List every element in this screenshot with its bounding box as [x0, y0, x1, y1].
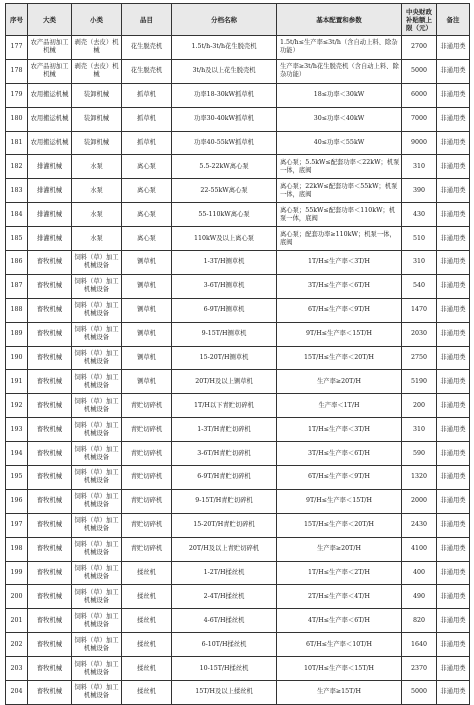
- table-row: [6, 633, 470, 657]
- cell-note: 非通用类: [437, 442, 470, 466]
- cell-grade-name: 3-6T/H青贮切碎机: [172, 442, 277, 466]
- cell-grade-name: 6-10T/H揉丝机: [172, 633, 277, 657]
- cell-category: 畜牧机械: [28, 633, 72, 657]
- table-row: [6, 322, 470, 346]
- cell-subcategory: 饲料（草）加工机械设备: [72, 561, 122, 585]
- cell-category: 畜牧机械: [28, 513, 72, 537]
- cell-subsidy: 4100: [402, 537, 437, 561]
- cell-subsidy: 2430: [402, 513, 437, 537]
- cell-item: 青贮切碎机: [122, 489, 172, 513]
- cell-subsidy: 390: [402, 179, 437, 203]
- cell-subsidy: 2030: [402, 322, 437, 346]
- cell-seq: 192: [6, 394, 28, 418]
- cell-note: 非通用类: [437, 466, 470, 490]
- cell-subsidy: 2700: [402, 36, 437, 60]
- table-header-row: [6, 4, 470, 36]
- table-row: [6, 131, 470, 155]
- header-subcategory: 小类: [72, 4, 122, 36]
- cell-item: 铡草机: [122, 370, 172, 394]
- cell-grade-name: 15-20T/H青贮切碎机: [172, 513, 277, 537]
- table-row: [6, 681, 470, 705]
- cell-note: 非通用类: [437, 370, 470, 394]
- cell-category: 畜牧机械: [28, 681, 72, 705]
- cell-subcategory: 饲料（草）加工机械设备: [72, 346, 122, 370]
- cell-category: 畜牧机械: [28, 561, 72, 585]
- cell-seq: 194: [6, 442, 28, 466]
- cell-item: 抓草机: [122, 131, 172, 155]
- cell-params: 15T/H≤生产率＜20T/H: [277, 513, 402, 537]
- cell-category: 畜牧机械: [28, 370, 72, 394]
- table-row: [6, 585, 470, 609]
- cell-category: 畜牧机械: [28, 489, 72, 513]
- cell-params: 1T/H≤生产率＜3T/H: [277, 251, 402, 275]
- cell-subcategory: 饲料（草）加工机械设备: [72, 657, 122, 681]
- header-item: 品目: [122, 4, 172, 36]
- cell-item: 花生脱壳机: [122, 59, 172, 83]
- cell-category: 排灌机械: [28, 179, 72, 203]
- cell-subsidy: 310: [402, 251, 437, 275]
- cell-note: 非通用类: [437, 489, 470, 513]
- table-row: [6, 513, 470, 537]
- cell-item: 青贮切碎机: [122, 394, 172, 418]
- cell-params: 6T/H≤生产率＜9T/H: [277, 298, 402, 322]
- cell-seq: 197: [6, 513, 28, 537]
- cell-seq: 196: [6, 489, 28, 513]
- cell-params: 6T/H≤生产率＜9T/H: [277, 466, 402, 490]
- cell-params: 生产率≥15T/H: [277, 681, 402, 705]
- table-row: [6, 537, 470, 561]
- cell-subcategory: 装卸机械: [72, 83, 122, 107]
- cell-category: 畜牧机械: [28, 251, 72, 275]
- cell-note: 非通用类: [437, 131, 470, 155]
- cell-subcategory: 水泵: [72, 227, 122, 251]
- cell-params: 2T/H≤生产率＜4T/H: [277, 585, 402, 609]
- cell-params: 生产率＜1T/H: [277, 394, 402, 418]
- cell-note: 非通用类: [437, 251, 470, 275]
- cell-seq: 200: [6, 585, 28, 609]
- cell-params: 1T/H≤生产率＜3T/H: [277, 418, 402, 442]
- cell-item: 抓草机: [122, 83, 172, 107]
- cell-category: 排灌机械: [28, 227, 72, 251]
- cell-seq: 178: [6, 59, 28, 83]
- cell-item: 铡草机: [122, 298, 172, 322]
- cell-note: 非通用类: [437, 227, 470, 251]
- subsidy-table: [5, 3, 470, 705]
- table-row: [6, 83, 470, 107]
- header-params: 基本配置和参数: [277, 4, 402, 36]
- table-row: [6, 394, 470, 418]
- cell-subsidy: 2000: [402, 489, 437, 513]
- cell-params: 离心泵；配套功率≥110kW；机泵一体，底阀: [277, 227, 402, 251]
- cell-item: 离心泵: [122, 227, 172, 251]
- cell-grade-name: 15-20T/H铡草机: [172, 346, 277, 370]
- cell-params: 40≤功率＜55kW: [277, 131, 402, 155]
- cell-subsidy: 2750: [402, 346, 437, 370]
- cell-params: 生产率≥3t/h花生脱壳机（含自动上料、除杂功能）: [277, 59, 402, 83]
- cell-params: 1.5t/h≤生产率≤3t/h（含自动上料、除杂功能）: [277, 36, 402, 60]
- cell-grade-name: 15T/H及以上揉丝机: [172, 681, 277, 705]
- cell-note: 非通用类: [437, 155, 470, 179]
- cell-category: 畜牧机械: [28, 346, 72, 370]
- cell-subsidy: 5000: [402, 59, 437, 83]
- cell-grade-name: 9-15T/H铡草机: [172, 322, 277, 346]
- cell-category: 畜牧机械: [28, 442, 72, 466]
- cell-grade-name: 3-6T/H铡草机: [172, 274, 277, 298]
- table-row: [6, 346, 470, 370]
- cell-params: 生产率≥20T/H: [277, 370, 402, 394]
- cell-subcategory: 饲料（草）加工机械设备: [72, 609, 122, 633]
- table-row: [6, 466, 470, 490]
- cell-grade-name: 3t/h及以上花生脱壳机: [172, 59, 277, 83]
- cell-subsidy: 6000: [402, 83, 437, 107]
- cell-note: 非通用类: [437, 36, 470, 60]
- table-row: [6, 274, 470, 298]
- cell-params: 15T/H≤生产率＜20T/H: [277, 346, 402, 370]
- cell-grade-name: 1T/H以下青贮切碎机: [172, 394, 277, 418]
- cell-grade-name: 1-3T/H铡草机: [172, 251, 277, 275]
- cell-note: 非通用类: [437, 179, 470, 203]
- cell-category: 排灌机械: [28, 155, 72, 179]
- cell-seq: 177: [6, 36, 28, 60]
- table-row: [6, 155, 470, 179]
- table-row: [6, 227, 470, 251]
- cell-subsidy: 5000: [402, 681, 437, 705]
- cell-item: 抓草机: [122, 107, 172, 131]
- cell-seq: 182: [6, 155, 28, 179]
- cell-grade-name: 9-15T/H青贮切碎机: [172, 489, 277, 513]
- cell-subcategory: 剥壳（去皮）机械: [72, 36, 122, 60]
- cell-subcategory: 饲料（草）加工机械设备: [72, 537, 122, 561]
- cell-subcategory: 饲料（草）加工机械设备: [72, 370, 122, 394]
- cell-category: 农用搬运机械: [28, 83, 72, 107]
- cell-category: 排灌机械: [28, 203, 72, 227]
- cell-category: 畜牧机械: [28, 466, 72, 490]
- cell-item: 揉丝机: [122, 609, 172, 633]
- cell-subsidy: 1320: [402, 466, 437, 490]
- table-row: [6, 561, 470, 585]
- cell-subcategory: 饲料（草）加工机械设备: [72, 513, 122, 537]
- cell-note: 非通用类: [437, 298, 470, 322]
- cell-item: 铡草机: [122, 346, 172, 370]
- cell-subcategory: 装卸机械: [72, 131, 122, 155]
- cell-seq: 185: [6, 227, 28, 251]
- table-body: [6, 36, 470, 705]
- cell-subcategory: 饲料（草）加工机械设备: [72, 298, 122, 322]
- header-seq: 序号: [6, 4, 28, 36]
- cell-params: 离心泵；22kW≤配套功率＜55kW；机泵一体，底阀: [277, 179, 402, 203]
- cell-seq: 189: [6, 322, 28, 346]
- cell-item: 揉丝机: [122, 657, 172, 681]
- cell-seq: 191: [6, 370, 28, 394]
- cell-note: 非通用类: [437, 59, 470, 83]
- cell-seq: 199: [6, 561, 28, 585]
- table-row: [6, 370, 470, 394]
- cell-grade-name: 20T/H及以上铡草机: [172, 370, 277, 394]
- cell-item: 花生脱壳机: [122, 36, 172, 60]
- cell-params: 1T/H≤生产率＜2T/H: [277, 561, 402, 585]
- header-subsidy: 中央财政补贴额上限（元）: [402, 4, 437, 36]
- table-row: [6, 251, 470, 275]
- cell-item: 铡草机: [122, 322, 172, 346]
- cell-subsidy: 9000: [402, 131, 437, 155]
- cell-note: 非通用类: [437, 394, 470, 418]
- cell-grade-name: 10-15T/H揉丝机: [172, 657, 277, 681]
- cell-item: 揉丝机: [122, 561, 172, 585]
- cell-note: 非通用类: [437, 633, 470, 657]
- cell-note: 非通用类: [437, 561, 470, 585]
- cell-subcategory: 饲料（草）加工机械设备: [72, 274, 122, 298]
- cell-grade-name: 功率40-55kW抓草机: [172, 131, 277, 155]
- header-grade-name: 分档名称: [172, 4, 277, 36]
- cell-subsidy: 400: [402, 561, 437, 585]
- cell-seq: 187: [6, 274, 28, 298]
- cell-subsidy: 590: [402, 442, 437, 466]
- cell-item: 铡草机: [122, 274, 172, 298]
- cell-item: 青贮切碎机: [122, 418, 172, 442]
- cell-subsidy: 540: [402, 274, 437, 298]
- cell-item: 揉丝机: [122, 681, 172, 705]
- cell-subsidy: 490: [402, 585, 437, 609]
- cell-params: 离心泵；55kW≤配套功率＜110kW；机泵一体，底阀: [277, 203, 402, 227]
- cell-note: 非通用类: [437, 537, 470, 561]
- cell-category: 农产品初加工机械: [28, 59, 72, 83]
- table-row: [6, 36, 470, 60]
- cell-category: 畜牧机械: [28, 322, 72, 346]
- cell-item: 青贮切碎机: [122, 466, 172, 490]
- cell-params: 生产率≥20T/H: [277, 537, 402, 561]
- cell-subcategory: 饲料（草）加工机械设备: [72, 442, 122, 466]
- cell-category: 畜牧机械: [28, 657, 72, 681]
- cell-note: 非通用类: [437, 107, 470, 131]
- table-row: [6, 179, 470, 203]
- table-row: [6, 609, 470, 633]
- table-row: [6, 203, 470, 227]
- cell-grade-name: 5.5-22kW离心泵: [172, 155, 277, 179]
- cell-note: 非通用类: [437, 203, 470, 227]
- cell-note: 非通用类: [437, 585, 470, 609]
- cell-params: 离心泵；5.5kW≤配套功率＜22kW；机泵一体，底阀: [277, 155, 402, 179]
- cell-params: 18≤功率＜30kW: [277, 83, 402, 107]
- cell-params: 3T/H≤生产率＜6T/H: [277, 442, 402, 466]
- cell-seq: 183: [6, 179, 28, 203]
- cell-subcategory: 饲料（草）加工机械设备: [72, 322, 122, 346]
- cell-category: 畜牧机械: [28, 537, 72, 561]
- cell-seq: 184: [6, 203, 28, 227]
- cell-grade-name: 22-55kW离心泵: [172, 179, 277, 203]
- cell-params: 30≤功率＜40kW: [277, 107, 402, 131]
- cell-seq: 186: [6, 251, 28, 275]
- cell-grade-name: 1-2T/H揉丝机: [172, 561, 277, 585]
- cell-subcategory: 饲料（草）加工机械设备: [72, 681, 122, 705]
- cell-grade-name: 1.5t/h-3t/h花生脱壳机: [172, 36, 277, 60]
- table-row: [6, 442, 470, 466]
- table-row: [6, 418, 470, 442]
- cell-seq: 188: [6, 298, 28, 322]
- cell-note: 非通用类: [437, 681, 470, 705]
- cell-category: 畜牧机械: [28, 298, 72, 322]
- cell-subcategory: 饲料（草）加工机械设备: [72, 251, 122, 275]
- cell-seq: 202: [6, 633, 28, 657]
- cell-category: 畜牧机械: [28, 394, 72, 418]
- cell-subcategory: 饲料（草）加工机械设备: [72, 585, 122, 609]
- cell-category: 畜牧机械: [28, 274, 72, 298]
- cell-item: 青贮切碎机: [122, 513, 172, 537]
- cell-seq: 181: [6, 131, 28, 155]
- table-row: [6, 298, 470, 322]
- cell-subcategory: 饲料（草）加工机械设备: [72, 394, 122, 418]
- cell-subcategory: 水泵: [72, 155, 122, 179]
- cell-note: 非通用类: [437, 609, 470, 633]
- cell-subcategory: 饲料（草）加工机械设备: [72, 418, 122, 442]
- cell-subsidy: 820: [402, 609, 437, 633]
- cell-grade-name: 1-3T/H青贮切碎机: [172, 418, 277, 442]
- cell-params: 10T/H≤生产率＜15T/H: [277, 657, 402, 681]
- cell-item: 揉丝机: [122, 633, 172, 657]
- cell-item: 离心泵: [122, 203, 172, 227]
- cell-category: 畜牧机械: [28, 418, 72, 442]
- cell-category: 畜牧机械: [28, 609, 72, 633]
- cell-seq: 193: [6, 418, 28, 442]
- cell-params: 3T/H≤生产率＜6T/H: [277, 274, 402, 298]
- cell-subsidy: 2370: [402, 657, 437, 681]
- cell-subsidy: 1640: [402, 633, 437, 657]
- cell-subcategory: 饲料（草）加工机械设备: [72, 489, 122, 513]
- cell-grade-name: 6-9T/H铡草机: [172, 298, 277, 322]
- cell-params: 4T/H≤生产率＜6T/H: [277, 609, 402, 633]
- table-row: [6, 107, 470, 131]
- cell-subsidy: 310: [402, 418, 437, 442]
- cell-subsidy: 5190: [402, 370, 437, 394]
- cell-note: 非通用类: [437, 346, 470, 370]
- cell-item: 离心泵: [122, 155, 172, 179]
- cell-subsidy: 430: [402, 203, 437, 227]
- cell-subcategory: 饲料（草）加工机械设备: [72, 633, 122, 657]
- cell-item: 离心泵: [122, 179, 172, 203]
- cell-grade-name: 55-110kW离心泵: [172, 203, 277, 227]
- cell-note: 非通用类: [437, 513, 470, 537]
- cell-subcategory: 水泵: [72, 203, 122, 227]
- cell-seq: 204: [6, 681, 28, 705]
- header-note: 备注: [437, 4, 470, 36]
- table-row: [6, 657, 470, 681]
- cell-params: 6T/H≤生产率＜10T/H: [277, 633, 402, 657]
- cell-params: 9T/H≤生产率＜15T/H: [277, 322, 402, 346]
- cell-note: 非通用类: [437, 418, 470, 442]
- cell-grade-name: 6-9T/H青贮切碎机: [172, 466, 277, 490]
- cell-item: 揉丝机: [122, 585, 172, 609]
- table-row: [6, 59, 470, 83]
- cell-item: 铡草机: [122, 251, 172, 275]
- cell-seq: 190: [6, 346, 28, 370]
- cell-grade-name: 功率18-30kW抓草机: [172, 83, 277, 107]
- cell-note: 非通用类: [437, 83, 470, 107]
- cell-category: 畜牧机械: [28, 585, 72, 609]
- cell-note: 非通用类: [437, 322, 470, 346]
- cell-subcategory: 水泵: [72, 179, 122, 203]
- cell-seq: 180: [6, 107, 28, 131]
- cell-grade-name: 110kW及以上离心泵: [172, 227, 277, 251]
- cell-note: 非通用类: [437, 274, 470, 298]
- cell-subsidy: 7000: [402, 107, 437, 131]
- table-row: [6, 489, 470, 513]
- cell-seq: 198: [6, 537, 28, 561]
- cell-grade-name: 20T/H及以上青贮切碎机: [172, 537, 277, 561]
- cell-subsidy: 1470: [402, 298, 437, 322]
- cell-subcategory: 装卸机械: [72, 107, 122, 131]
- cell-params: 9T/H≤生产率＜15T/H: [277, 489, 402, 513]
- cell-grade-name: 4-6T/H揉丝机: [172, 609, 277, 633]
- cell-subsidy: 510: [402, 227, 437, 251]
- cell-category: 农用搬运机械: [28, 131, 72, 155]
- cell-grade-name: 功率30-40kW抓草机: [172, 107, 277, 131]
- cell-subcategory: 饲料（草）加工机械设备: [72, 466, 122, 490]
- cell-note: 非通用类: [437, 657, 470, 681]
- cell-subsidy: 200: [402, 394, 437, 418]
- cell-seq: 201: [6, 609, 28, 633]
- cell-subcategory: 剥壳（去皮）机械: [72, 59, 122, 83]
- cell-subsidy: 310: [402, 155, 437, 179]
- cell-grade-name: 2-4T/H揉丝机: [172, 585, 277, 609]
- header-category: 大类: [28, 4, 72, 36]
- cell-category: 农用搬运机械: [28, 107, 72, 131]
- cell-seq: 179: [6, 83, 28, 107]
- cell-seq: 203: [6, 657, 28, 681]
- cell-seq: 195: [6, 466, 28, 490]
- cell-item: 青贮切碎机: [122, 537, 172, 561]
- cell-item: 青贮切碎机: [122, 442, 172, 466]
- cell-category: 农产品初加工机械: [28, 36, 72, 60]
